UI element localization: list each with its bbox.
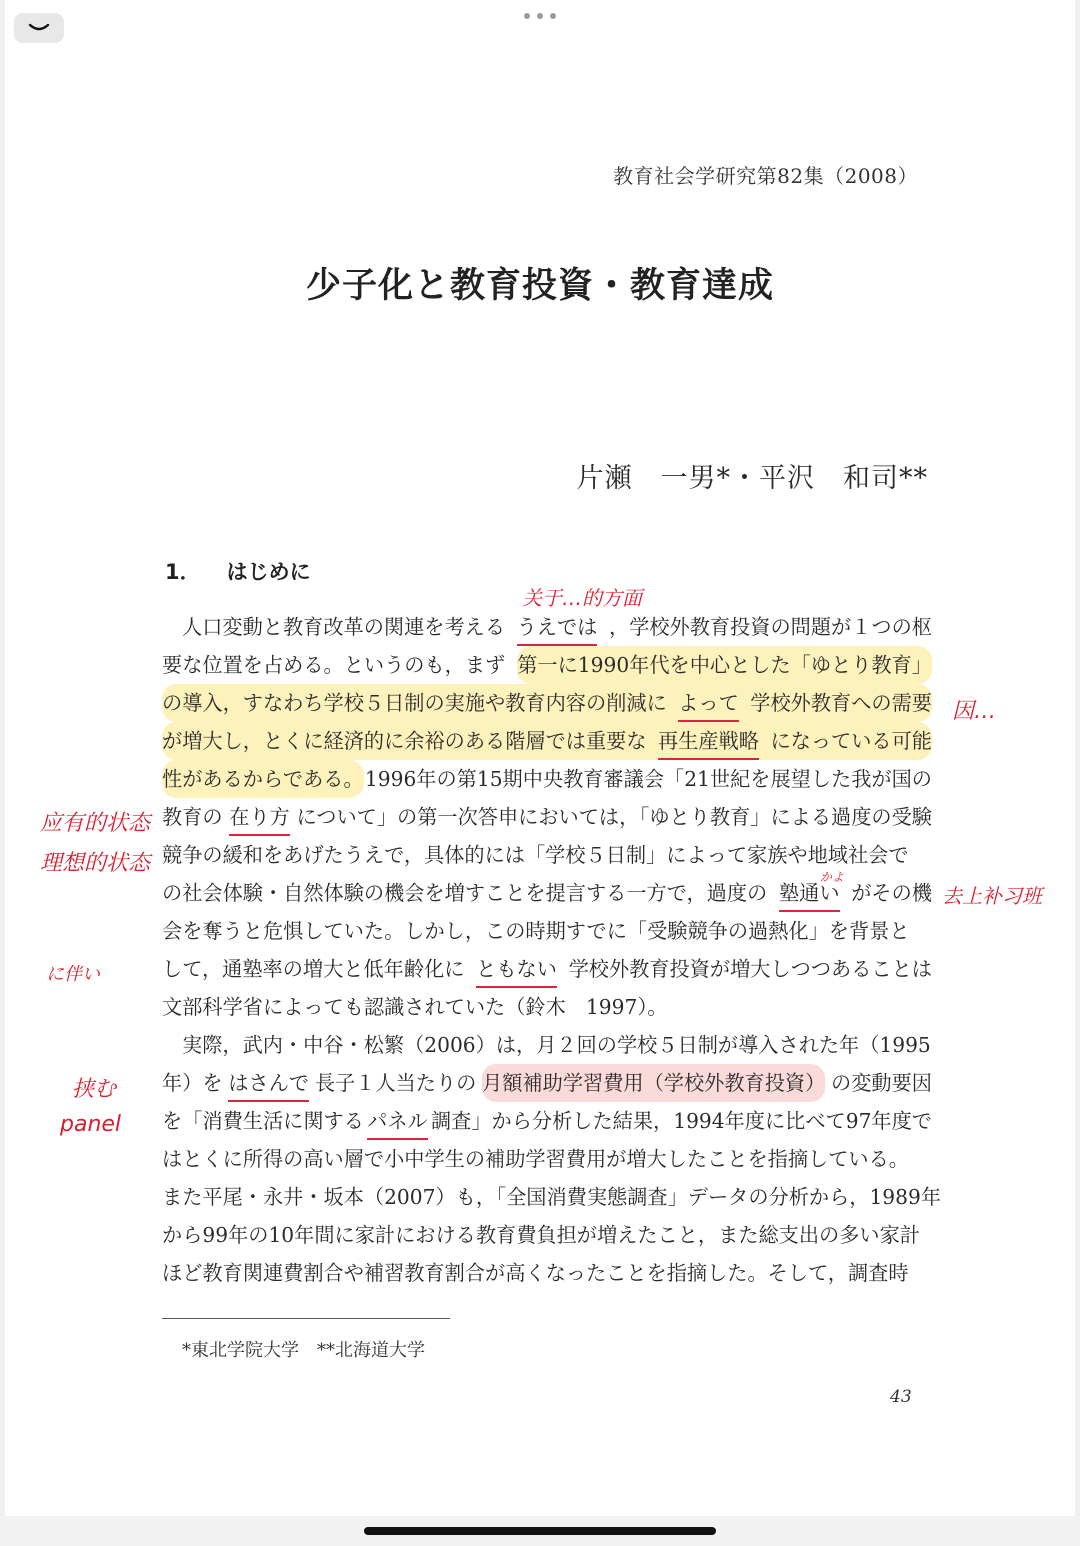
underline-mark: ともない xyxy=(476,950,557,988)
section-number: 1． xyxy=(165,560,201,584)
handwritten-note: に伴い xyxy=(46,964,100,985)
chevron-down-icon xyxy=(28,22,50,34)
text-line: 文部科学省によっても認識されていた（鈴木 1997）。 xyxy=(162,995,668,1019)
page-edge-right xyxy=(1075,0,1080,1520)
highlight-yellow: 第一に1990年代を中心とした「ゆとり教育」 xyxy=(517,646,932,684)
underline-mark: うえでは xyxy=(517,608,598,646)
footnote: *東北学院大学 **北海道大学 xyxy=(182,1340,425,1361)
home-indicator[interactable] xyxy=(364,1527,716,1535)
text-line: して，通塾率の増大と低年齢化に ともない 学校外教育投資が増大しつつあることは xyxy=(162,950,932,988)
journal-header: 教育社会学研究第82集（2008） xyxy=(613,164,918,188)
collapse-button[interactable] xyxy=(14,13,64,43)
text-line: また平尾・永井・坂本（2007）も，「全国消費実態調査」データの分析から，1989年 xyxy=(162,1185,942,1209)
handwritten-note: 理想的状态 xyxy=(40,851,151,876)
text-line: を「消費生活に関する パネル 調査」から分析した結果，1994年度に比べて97年度で xyxy=(162,1102,932,1140)
more-dots-icon xyxy=(524,13,530,19)
footnote-divider xyxy=(162,1318,450,1319)
handwritten-note: 因… xyxy=(952,699,997,724)
text-line: の社会体験・自然体験の機会を増すことを提言する一方で，過度の 塾通い がその機 xyxy=(162,874,932,912)
section-title: はじめに xyxy=(226,560,311,584)
section-heading xyxy=(165,556,311,586)
highlight-pink: 月額補助学習費用（学校外教育投資） xyxy=(482,1064,825,1102)
handwritten-note: panel xyxy=(60,1112,122,1137)
handwritten-note: 应有的状态 xyxy=(40,811,151,836)
text-line: 要な位置を占める。というのも，まず 第一に1990年代を中心とした「ゆとり教育」 xyxy=(162,646,932,684)
text-line: 年）を はさんで 長子１人当たりの 月額補助学習費用（学校外教育投資） の変動要因 xyxy=(162,1064,932,1102)
underline-mark: よって xyxy=(678,684,739,722)
highlight-yellow: の導入，すなわち学校５日制の実施や教育内容の削減に よって 学校外教育への需要 xyxy=(162,684,932,722)
underline-mark: 在り方 xyxy=(229,798,290,836)
text-line: から99年の10年間に家計における教育費負担が増えたこと，また総支出の多い家計 xyxy=(162,1223,920,1247)
underline-mark: 再生産戦略 xyxy=(658,722,759,760)
more-options-button[interactable] xyxy=(524,10,556,22)
page-edge-left xyxy=(0,0,5,1520)
text-line: 実際，武内・中谷・松繁（2006）は，月２回の学校５日制が導入された年（1995 xyxy=(182,1033,931,1057)
page-number: 43 xyxy=(890,1387,912,1407)
handwritten-note: 关于…的方面 xyxy=(522,586,642,610)
text-line xyxy=(162,684,932,722)
handwritten-note: 去上补习班 xyxy=(942,884,1042,908)
paper-title: 少子化と教育投資・教育達成 xyxy=(305,266,774,306)
text-line: 教育の 在り方 について」の第一次答申においては，「ゆとり教育」による過度の受験 xyxy=(162,798,932,836)
body-text[interactable] xyxy=(162,608,942,1292)
authors: 片瀬 一男*・平沢 和司** xyxy=(576,463,928,494)
underline-mark: パネル xyxy=(367,1102,428,1140)
text-line: 人口変動と教育改革の関連を考える うえでは ，学校外教育投資の問題が１つの枢 xyxy=(162,608,932,646)
highlight-yellow: が増大し，とくに経済的に余裕のある階層では重要な 再生産戦略 になっている可能 xyxy=(162,722,932,760)
handwritten-note: かよ xyxy=(820,870,845,884)
text-line: はとくに所得の高い層で小中学生の補助学習費用が増大したことを指摘している。 xyxy=(162,1147,909,1171)
text-line xyxy=(162,722,932,760)
text-line: 競争の緩和をあげたうえで，具体的には「学校５日制」によって家族や地域社会で xyxy=(162,843,909,867)
underline-mark: はさんで xyxy=(228,1064,309,1102)
text-line: 性があるからである。 1996年の第15期中央教育審議会「21世紀を展望した我が国の xyxy=(162,760,932,798)
text-line: ほど教育関連費割合や補習教育割合が高くなったことを指摘した。そして，調査時 xyxy=(162,1261,909,1285)
handwritten-note: 挟む xyxy=(72,1077,117,1102)
highlight-yellow: 性があるからである。 xyxy=(162,760,364,798)
underline-mark: 塾通い xyxy=(779,874,840,912)
text-line: 会を奪うと危惧していた。しかし，この時期すでに「受験競争の過熱化」を背景と xyxy=(162,919,910,943)
